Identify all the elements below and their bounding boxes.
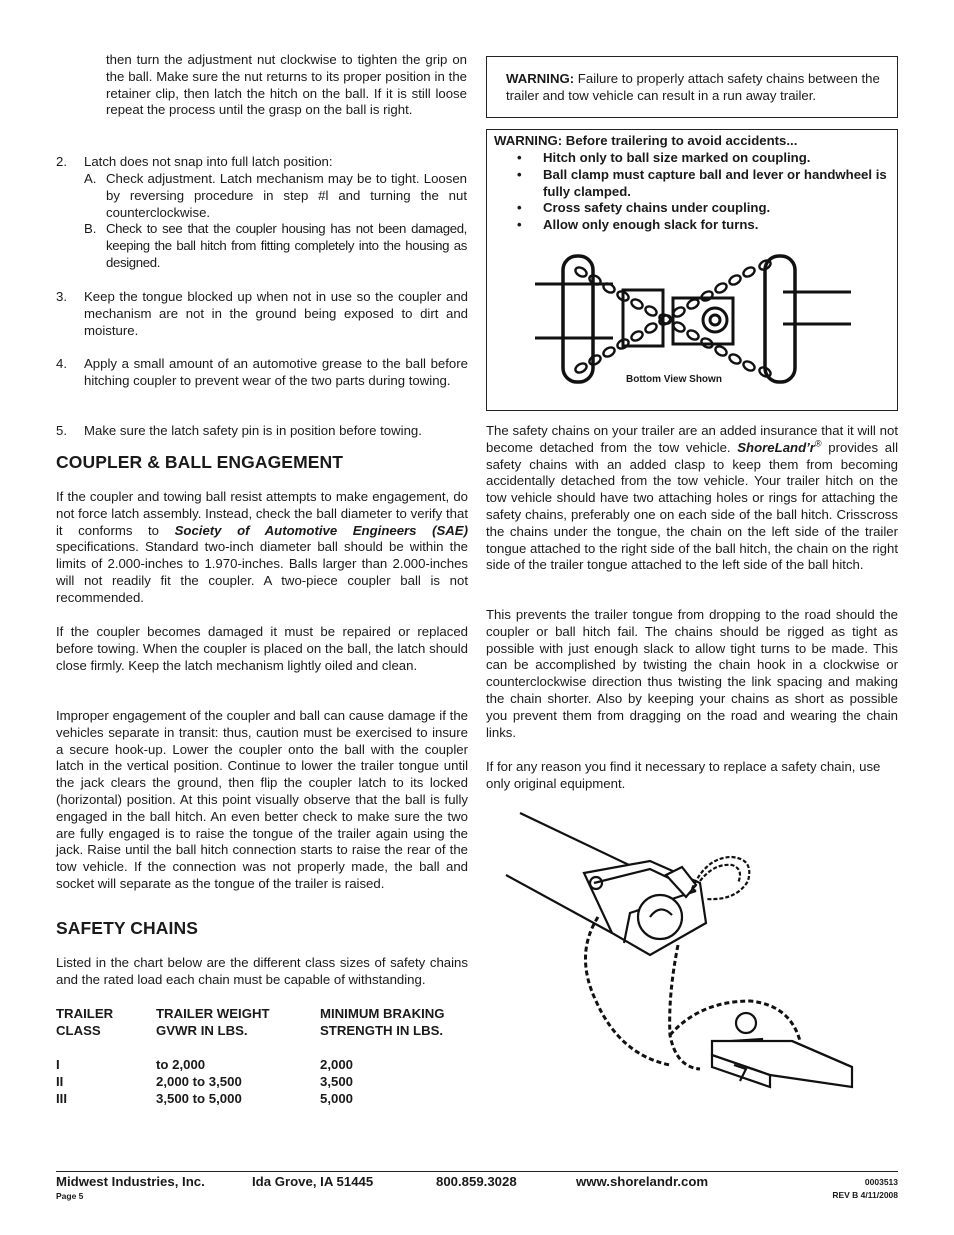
footer-doc-number: 0003513 — [864, 1177, 898, 1187]
list-text: Latch does not snap into full latch position: — [84, 154, 333, 169]
table-header: TRAILER WEIGHT GVWR IN LBS. — [156, 1006, 270, 1038]
table-cell: 3,500 to 5,000 — [156, 1090, 242, 1106]
table-cell: II — [56, 1073, 64, 1089]
hitch-with-safety-chains-illustration — [500, 805, 870, 1120]
warning-bullet: • Cross safety chains under coupling. — [517, 200, 771, 216]
sub-letter: B. — [84, 221, 97, 236]
chains-paragraph-3: If for any reason you find it necessary to replace a safety chain, use only original equipment. — [486, 759, 881, 791]
chains-paragraph-2: This prevents the trailer tongue from dropping to the road should the coupler or ball hitch fail. The chains should be rigged as tight as possible with just enough slack to allow tight turns to be made. This can be accomplished by twisting the chain hook in a clockwise or counterclockwise direction thus twisting the link spacing and making the chain shorter. Also by keeping your chains as short as possible you prevent them from dragging on the road and wearing the chain links. — [486, 607, 898, 740]
footer-company: Midwest Industries, Inc. — [56, 1174, 205, 1189]
coupler-paragraph-1: If the coupler and towing ball resist attempts to make engagement, do not force latch assembly. Instead, check the ball diameter to verify that it conforms to Society of Automotive Engineers (SAE) specifications. Standard two-inch diameter ball should be within the limits of 2.000-inches to 1.970-inches. Balls larger than 2.000-inches will not readily fit the coupler. A two-piece coupler ball is not recommended. — [56, 489, 468, 605]
footer-page-number: Page 5 — [56, 1191, 84, 1201]
sub-letter: A. — [84, 171, 97, 186]
list-text: Apply a small amount of an automotive grease to the ball before hitching coupler to prevent wear of the two parts during towing. — [84, 356, 468, 388]
table-header: TRAILER CLASS — [56, 1006, 114, 1038]
step-1-continuation: then turn the adjustment nut clockwise to tighten the grip on the ball. Make sure the nut returns to its proper position in the retainer clip, then latch the hitch on the ball. If it is still loose repeat the process until the grasp on the ball is right. — [106, 52, 467, 118]
coupler-paragraph-3: Improper engagement of the coupler and ball can cause damage if the vehicles separate in transit: thus, caution must be exercised to insure a secure hook-up. Lower the coupler onto the ball with the coupler latch in the vertical position. Continue to lower the trailer tongue until the jack clears the ground, then flip the coupler latch to its locked (horizontal) position. At this point visually observe that the ball is fully engaged in the ball hitch. An even better check to make sure the two are fully engaged is to raise the tongue of the trailer again using the jack. Raise until the ball hitch connection starts to raise the rear of the tow vehicle. If the connection was not properly made, the ball and socket will separate as the tongue of the trailer is raised. — [56, 708, 468, 891]
table-cell: 5,000 — [320, 1090, 354, 1106]
warning-bullet: • Hitch only to ball size marked on coupling. — [517, 150, 811, 165]
list-text: Keep the tongue blocked up when not in use so the coupler and mechanism are not in the ground being exposed to dirt and moisture. — [84, 289, 468, 338]
list-text: Make sure the latch safety pin is in position before towing. — [84, 423, 422, 438]
warning-box-trailering — [486, 129, 898, 411]
list-number: 3. — [56, 289, 67, 304]
warning-title: WARNING: Before trailering to avoid accidents... — [494, 133, 798, 148]
safety-chains-paragraph: Listed in the chart below are the different class sizes of safety chains and the rated load each chain must be capable of withstanding. — [56, 955, 468, 987]
warning-text: WARNING: Failure to properly attach safety chains between the trailer and tow vehicle can result in a run away trailer. — [506, 71, 880, 103]
table-cell: I — [56, 1056, 60, 1072]
warning-bullet: • Allow only enough slack for turns. — [517, 217, 759, 233]
sub-text: Check adjustment. Latch mechanism may be to tight. Loosen by reversing procedure in step #l and turning the nut counterclockwise. — [106, 171, 467, 220]
warning-bullet: • Ball clamp must capture ball and lever or handwheel is fully clamped. — [517, 166, 887, 199]
table-cell: III — [56, 1090, 67, 1106]
coupler-heading: COUPLER & BALL ENGAGEMENT — [56, 452, 344, 472]
footer-city: Ida Grove, IA 51445 — [252, 1174, 374, 1189]
coupler-paragraph-2: If the coupler becomes damaged it must be repaired or replaced before towing. When the coupler is placed on the ball, the latch should close firmly. Keep the latch mechanism lightly oiled and clean. — [56, 624, 468, 673]
table-header-row — [56, 1006, 445, 1040]
table-cell: 3,500 — [320, 1073, 354, 1089]
list-number: 2. — [56, 154, 67, 169]
sub-text: Check to see that the coupler housing has not been damaged, keeping the ball hitch from fitting completely into the housing as designed. — [106, 221, 467, 270]
list-number: 4. — [56, 356, 67, 371]
footer-website: www.shorelandr.com — [576, 1174, 709, 1189]
footer-phone: 800.859.3028 — [436, 1174, 517, 1189]
list-number: 5. — [56, 423, 67, 438]
table-row — [56, 1074, 445, 1091]
chain-class-table — [56, 1006, 445, 1108]
diagram-caption: Bottom View Shown — [626, 374, 722, 385]
table-header: MINIMUM BRAKING STRENGTH IN LBS. — [320, 1006, 445, 1038]
table-cell: to 2,000 — [156, 1056, 206, 1072]
table-row — [56, 1091, 445, 1108]
safety-chains-heading: SAFETY CHAINS — [56, 918, 198, 938]
table-cell: 2,000 to 3,500 — [156, 1073, 242, 1089]
warning-bullet-list — [517, 150, 892, 234]
table-cell: 2,000 — [320, 1056, 354, 1072]
warning-box-runaway — [486, 56, 898, 118]
footer-rule — [56, 1171, 898, 1172]
table-row — [56, 1057, 445, 1074]
chains-paragraph-1: The safety chains on your trailer are an added insurance that it will not become detached from the tow vehicle. ShoreLand’r® provides all safety chains with an added clasp to keep them from becoming accidentally detached from the tow vehicle. Your trailer hitch on the tow vehicle should have two attaching holes or rings for attaching the safety chains, preferably one on each side of the ball hitch. Crisscross the chains under the tongue, the chain on the left side of the trailer tongue attached to the right side of the ball hitch, the chain on the right side of the trailer tongue attached to the left side of the ball hitch. — [486, 423, 898, 573]
footer-revision: REV B 4/11/2008 — [832, 1190, 898, 1200]
